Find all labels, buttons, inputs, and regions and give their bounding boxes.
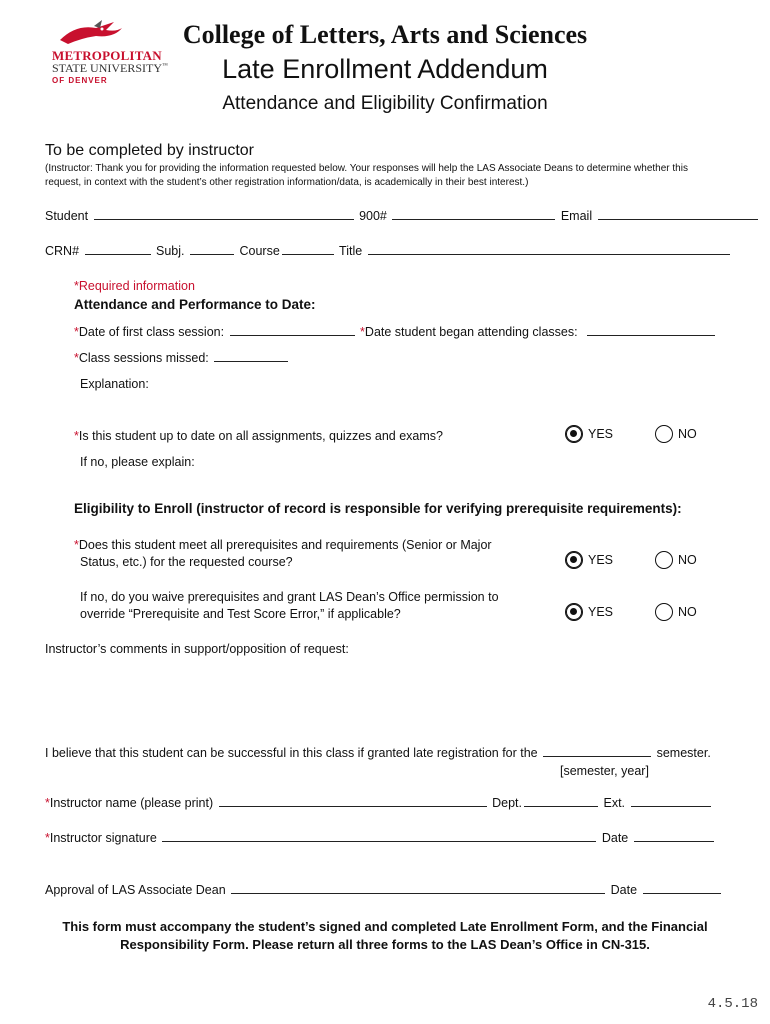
intro-note-line1: (Instructor: Thank you for providing the information requested below. Your responses will help the LAS Associate Deans to determine whether this [45,163,688,174]
logo-line2-text: STATE UNIVERSITY [52,61,163,75]
prereq-question-line2: Status, etc.) for the requested course? [80,555,293,569]
yes-label: YES [588,553,614,567]
title-field[interactable] [368,253,730,255]
id-label: 900# [359,209,387,223]
up-to-date-label: Is this student up to date on all assignments, quizzes and exams? [78,429,443,443]
began-attending-field[interactable] [587,334,715,336]
dept-field[interactable] [524,805,598,807]
instructor-name-field[interactable] [219,805,487,807]
course-row [45,244,732,258]
began-attending-label: Date student began attending classes: [364,325,578,339]
form-version: 4.5.18 [707,996,758,1012]
up-to-date-question [74,429,443,443]
form-subtitle: Attendance and Eligibility Confirmation [222,93,548,114]
first-session-label: Date of first class session: [78,325,225,339]
sessions-missed-row [74,351,290,365]
explanation-label: Explanation: [80,377,149,391]
dept-label: Dept. [492,796,522,810]
no-label: NO [678,427,697,441]
title-label: Title [339,244,363,258]
sessions-missed-label: Class sessions missed: [78,351,209,365]
up-to-date-yes-option[interactable] [565,425,613,443]
crn-field[interactable] [85,253,151,255]
footer-line2: Responsibility Form. Please return all three forms to the LAS Dean’s Office in CN-315. [120,937,650,952]
no-label: NO [678,553,697,567]
instructor-name-label: Instructor name (please print) [49,796,214,810]
instructor-name-row [45,796,713,810]
approval-date-label: Date [610,883,638,897]
no-label: NO [678,605,697,619]
signature-date-label: Date [601,831,629,845]
belief-row [45,746,711,760]
waive-yes-option[interactable] [565,603,613,621]
ext-field[interactable] [631,805,711,807]
approval-field[interactable] [231,892,605,894]
subj-field[interactable] [190,253,234,255]
required-note: *Required information [74,279,195,293]
sessions-missed-field[interactable] [214,360,288,362]
eligibility-heading: Eligibility to Enroll (instructor of record is responsible for verifying prerequisite requirements): [74,501,682,516]
waive-question-line2: override “Prerequisite and Test Score Error,” if applicable? [80,607,401,621]
semester-label: semester. [656,746,711,760]
waive-no-radio[interactable] [655,603,673,621]
required-asterisk: * [74,325,79,339]
footer-line1: This form must accompany the student’s signed and completed Late Enrollment Form, and the Financial [62,919,708,934]
prereq-label-line1: Does this student meet all prerequisites and requirements (Senior or Major [78,538,492,552]
approval-date-field[interactable] [643,892,721,894]
prereq-yes-radio[interactable] [565,551,583,569]
semester-hint: [semester, year] [560,764,649,778]
email-label: Email [560,209,593,223]
attendance-heading: Attendance and Performance to Date: [74,297,316,312]
approval-label: Approval of LAS Associate Dean [45,883,226,897]
student-field[interactable] [94,218,354,220]
instructor-signature-label: Instructor signature [49,831,157,845]
up-to-date-yes-radio[interactable] [565,425,583,443]
first-session-field[interactable] [230,334,355,336]
signature-date-field[interactable] [634,840,714,842]
course-field[interactable] [282,253,334,255]
prereq-no-radio[interactable] [655,551,673,569]
intro-heading: To be completed by instructor [45,142,254,159]
intro-note-line2: request, in context with the student’s other registration information/data, is academically in their best interest.) [45,177,529,188]
logo-tm: ™ [162,63,168,69]
up-to-date-no-option[interactable] [655,425,697,443]
form-title: Late Enrollment Addendum [222,54,548,84]
student-row [45,209,760,223]
prereq-question-line1 [74,538,492,552]
ext-label: Ext. [603,796,626,810]
required-asterisk: * [360,325,365,339]
instructor-signature-row [45,831,716,845]
first-session-row [74,325,717,339]
waive-yes-radio[interactable] [565,603,583,621]
subj-label: Subj. [156,244,185,258]
id-field[interactable] [392,218,555,220]
email-field[interactable] [598,218,758,220]
waive-question-line1: If no, do you waive prerequisites and grant LAS Dean’s Office permission to [80,590,499,604]
prereq-yes-option[interactable] [565,551,613,569]
yes-label: YES [588,427,614,441]
student-label: Student [45,209,89,223]
required-asterisk: * [74,351,79,365]
required-asterisk: * [45,831,50,845]
up-to-date-no-radio[interactable] [655,425,673,443]
course-label: Course [239,244,280,258]
crn-label: CRN# [45,244,80,258]
approval-row [45,883,723,897]
logo-line1: METROPOLITAN [52,48,162,63]
required-asterisk: * [74,538,79,552]
college-name: College of Letters, Arts and Sciences [182,20,588,49]
belief-text: I believe that this student can be successful in this class if granted late registration for the [45,746,538,760]
if-no-explain-label: If no, please explain: [80,455,195,469]
instructor-signature-field[interactable] [162,840,596,842]
semester-field[interactable] [543,755,651,757]
waive-no-option[interactable] [655,603,697,621]
required-asterisk: * [74,429,79,443]
yes-label: YES [588,605,614,619]
required-asterisk: * [45,796,50,810]
prereq-no-option[interactable] [655,551,697,569]
comments-label: Instructor’s comments in support/opposition of request: [45,642,349,656]
logo-line3: OF DENVER [52,76,108,85]
